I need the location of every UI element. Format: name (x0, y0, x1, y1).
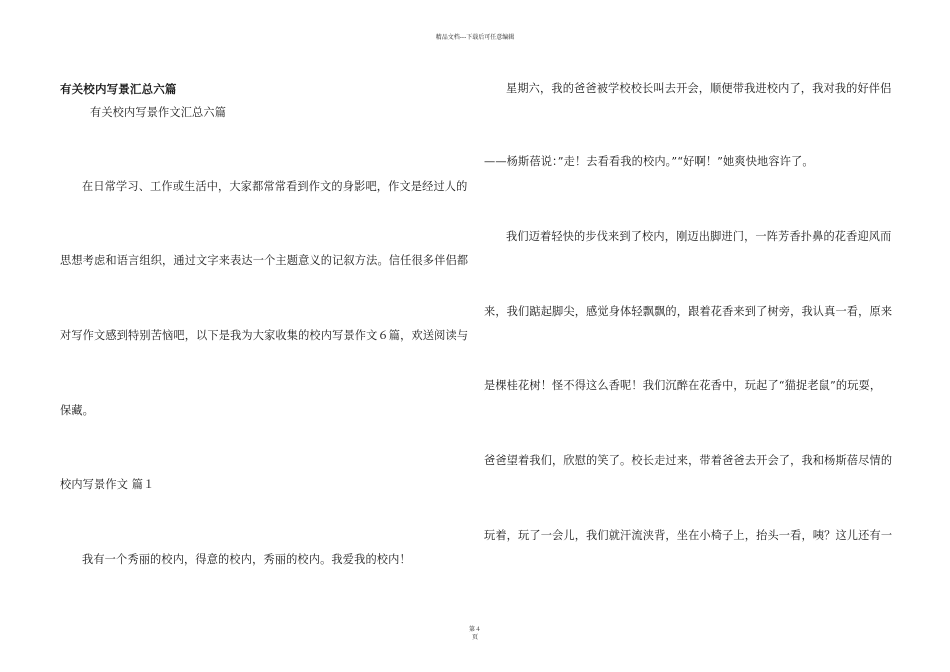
page-number: 第４ (468, 626, 481, 633)
paragraph-line: 星期六，我的爸爸被学校校长叫去开会，顺便带我进校内了，我对我的好伴侣 (506, 82, 892, 95)
page-number-suffix: 页 (471, 634, 478, 641)
paragraph-line: 我有一个秀丽的校内，得意的校内，秀丽的校内。我爱我的校内！ (82, 553, 411, 566)
paragraph-line: ——杨斯蓓说：”走！去看看我的校内。”“好啊！”她爽快地容许了。 (484, 155, 814, 168)
document-subtitle: 有关校内写景作文汇总六篇 (90, 106, 227, 119)
paragraph-line: 保藏。 (60, 404, 95, 417)
page-header: 精品文档---下载后可任意编辑 (435, 34, 515, 41)
paragraph-line: 爸爸望着我们，欣慰的笑了。校长走过来，带着爸爸去开会了，我和杨斯蓓尽情的 (484, 454, 893, 467)
paragraph-line: 玩着，玩了一会儿，我们就汗流浃背，坐在小椅子上，抬头一看，咦？这儿还有一 (484, 529, 893, 542)
section-heading: 校内写景作文 篇１ (60, 478, 155, 491)
page-footer (455, 626, 495, 642)
paragraph-line: 在日常学习、工作或生活中，大家都常常看到作文的身影吧，作文是经过人的 (82, 180, 468, 193)
paragraph-line: 是棵桂花树！怪不得这么香呢！我们沉醉在花香中，玩起了“猫捉老鼠”的玩耍， (484, 379, 882, 392)
paragraph-line: 我们迈着轻快的步伐来到了校内，刚迈出脚进门，一阵芳香扑鼻的花香迎风而 (506, 230, 892, 243)
paragraph-line: 来，我们踮起脚尖，感觉身体轻飘飘的，跟着花香来到了树旁，我认真一看，原来 (484, 305, 893, 318)
paragraph-line: 对写作文感到特别苦恼吧，以下是我为大家收集的校内写景作文６篇，欢送阅读与 (60, 329, 469, 342)
document-title: 有关校内写景汇总六篇 (60, 82, 177, 96)
paragraph-line: 思想考虑和语言组织，通过文字来表达一个主题意义的记叙方法。信任很多伴侣都 (60, 254, 469, 267)
